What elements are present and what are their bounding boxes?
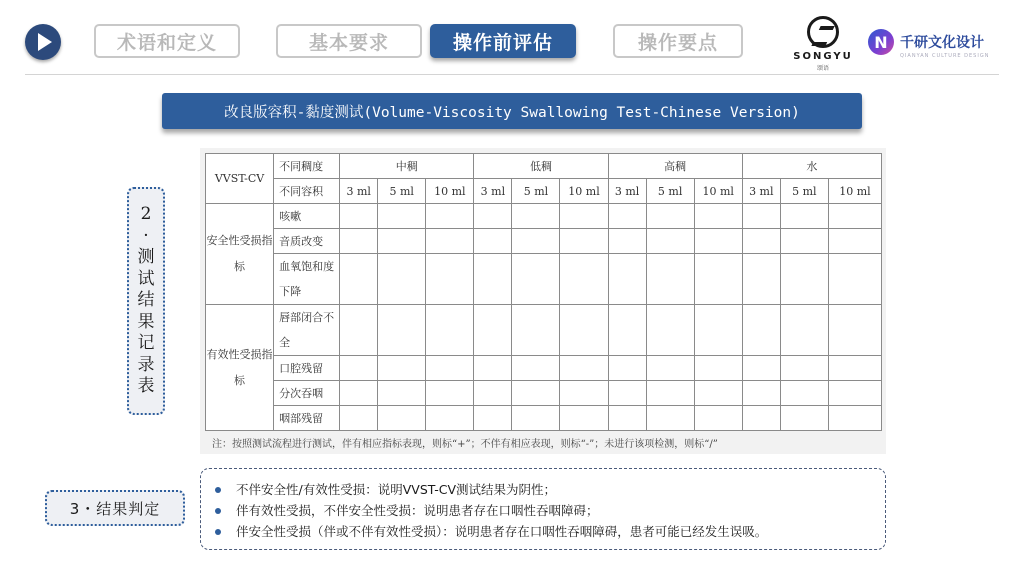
- nav-divider: [25, 74, 999, 75]
- result-cell[interactable]: [646, 254, 694, 305]
- result-cell[interactable]: [426, 356, 474, 381]
- result-cell[interactable]: [646, 356, 694, 381]
- qianyan-logo: [868, 28, 990, 59]
- table-corner: VVST-CV: [206, 154, 274, 204]
- result-cell[interactable]: [742, 356, 780, 381]
- result-cell[interactable]: [828, 229, 881, 254]
- row-header-volume: 不同容积: [274, 179, 340, 204]
- play-button[interactable]: [25, 24, 61, 60]
- section-3-label: 3・结果判定: [45, 490, 185, 526]
- tab-operation-key-points[interactable]: 操作要点: [613, 24, 743, 58]
- volume-header: 3 ml: [742, 179, 780, 204]
- volume-header: 10 ml: [560, 179, 608, 204]
- result-cell[interactable]: [474, 254, 512, 305]
- indicator-pharyngeal-residue: 咽部残留: [274, 406, 340, 431]
- result-cell[interactable]: [780, 381, 828, 406]
- list-item: [215, 521, 885, 542]
- section-2-label-char: 2: [140, 204, 152, 225]
- result-cell[interactable]: [828, 406, 881, 431]
- result-cell[interactable]: [694, 406, 742, 431]
- indicator-voice-change: 音质改变: [274, 229, 340, 254]
- result-cell[interactable]: [378, 305, 426, 356]
- result-cell[interactable]: [474, 229, 512, 254]
- volume-header: 3 ml: [608, 179, 646, 204]
- tab-terms-definitions[interactable]: 术语和定义: [94, 24, 240, 58]
- result-cell[interactable]: [608, 204, 646, 229]
- list-item: [215, 500, 885, 521]
- result-cell[interactable]: [340, 406, 378, 431]
- result-cell[interactable]: [694, 305, 742, 356]
- result-cell[interactable]: [694, 254, 742, 305]
- result-cell[interactable]: [780, 406, 828, 431]
- result-cell[interactable]: [780, 356, 828, 381]
- table-row: [206, 254, 882, 305]
- result-cell[interactable]: [608, 229, 646, 254]
- table-row: [206, 356, 882, 381]
- result-cell[interactable]: [742, 229, 780, 254]
- result-cell[interactable]: [608, 356, 646, 381]
- volume-header: 5 ml: [378, 179, 426, 204]
- result-cell[interactable]: [426, 381, 474, 406]
- bullet-icon: [215, 529, 221, 535]
- table-row-volume: [206, 179, 882, 204]
- result-cell[interactable]: [378, 406, 426, 431]
- result-cell[interactable]: [560, 406, 608, 431]
- indicator-oral-residue: 口腔残留: [274, 356, 340, 381]
- result-cell[interactable]: [694, 204, 742, 229]
- songyu-sub: 颂语: [816, 65, 829, 72]
- qianyan-logo-icon: N: [868, 29, 894, 55]
- judgement-text: 伴安全性受损（伴或不伴有效性受损）：说明患者存在口咽性吞咽障碍，患者可能已经发生误吸。: [236, 524, 768, 539]
- section-2-label-char: 果: [137, 311, 155, 332]
- result-cell[interactable]: [512, 305, 560, 356]
- qianyan-name: 千研文化设计: [900, 35, 984, 51]
- page-title: 改良版容积-黏度测试(Volume-Viscosity Swallowing Test-Chinese Version): [162, 93, 862, 129]
- result-cell[interactable]: [512, 229, 560, 254]
- result-cell[interactable]: [828, 254, 881, 305]
- judgement-list: [215, 479, 885, 542]
- result-cell[interactable]: [780, 305, 828, 356]
- group-label-efficacy: 有效性受损指标: [206, 305, 274, 431]
- result-cell[interactable]: [512, 204, 560, 229]
- table-row: [206, 204, 882, 229]
- result-cell[interactable]: [646, 305, 694, 356]
- indicator-oxygen-drop: 血氧饱和度下降: [274, 254, 340, 305]
- result-cell[interactable]: [828, 305, 881, 356]
- volume-header: 3 ml: [340, 179, 378, 204]
- result-cell[interactable]: [780, 229, 828, 254]
- result-cell[interactable]: [646, 229, 694, 254]
- result-cell[interactable]: [694, 229, 742, 254]
- result-cell[interactable]: [560, 229, 608, 254]
- volume-header: 10 ml: [828, 179, 881, 204]
- table-row: [206, 229, 882, 254]
- section-2-label-char: 测: [137, 247, 155, 268]
- tab-basic-requirements[interactable]: 基本要求: [276, 24, 422, 58]
- table-row: [206, 381, 882, 406]
- result-cell[interactable]: [426, 229, 474, 254]
- result-cell[interactable]: [828, 204, 881, 229]
- result-cell[interactable]: [474, 406, 512, 431]
- result-cell[interactable]: [828, 356, 881, 381]
- result-cell[interactable]: [474, 204, 512, 229]
- result-cell[interactable]: [512, 254, 560, 305]
- result-cell[interactable]: [646, 406, 694, 431]
- result-cell[interactable]: [694, 381, 742, 406]
- result-cell[interactable]: [340, 229, 378, 254]
- result-cell[interactable]: [378, 254, 426, 305]
- result-cell[interactable]: [742, 305, 780, 356]
- result-cell[interactable]: [560, 381, 608, 406]
- tab-pre-operation-assessment[interactable]: 操作前评估: [430, 24, 576, 58]
- volume-header: 5 ml: [646, 179, 694, 204]
- result-cell[interactable]: [646, 381, 694, 406]
- consistency-header: 水: [742, 154, 881, 179]
- indicator-lip-closure: 唇部闭合不全: [274, 305, 340, 356]
- result-cell[interactable]: [474, 356, 512, 381]
- result-cell[interactable]: [742, 406, 780, 431]
- result-cell[interactable]: [646, 204, 694, 229]
- result-cell[interactable]: [512, 381, 560, 406]
- result-cell[interactable]: [340, 305, 378, 356]
- result-cell[interactable]: [742, 204, 780, 229]
- indicator-piecemeal-swallow: 分次吞咽: [274, 381, 340, 406]
- result-cell[interactable]: [608, 381, 646, 406]
- bullet-icon: [215, 508, 221, 514]
- result-cell[interactable]: [340, 204, 378, 229]
- table-row: [206, 406, 882, 431]
- result-cell[interactable]: [378, 204, 426, 229]
- table-row-consistency: [206, 154, 882, 179]
- result-cell[interactable]: [340, 381, 378, 406]
- songyu-logo-icon: [807, 16, 839, 48]
- result-cell[interactable]: [608, 305, 646, 356]
- consistency-header: 中稠: [340, 154, 474, 179]
- result-cell[interactable]: [512, 356, 560, 381]
- judgement-text: 伴有效性受损，不伴安全性受损：说明患者存在口咽性吞咽障碍；: [236, 503, 599, 518]
- result-cell[interactable]: [560, 204, 608, 229]
- consistency-header: 低稠: [474, 154, 608, 179]
- result-cell[interactable]: [426, 305, 474, 356]
- section-2-label-char: 录: [137, 354, 155, 375]
- section-2-label-char: ·: [143, 225, 149, 246]
- section-2-label-char: 试: [137, 268, 155, 289]
- table-note: 注：按照测试流程进行测试，伴有相应指标表现，则标“+”；不伴有相应表现，则标“-”；未进行该项检测，则标“/”: [212, 439, 718, 450]
- vvst-result-table: [205, 153, 882, 431]
- result-cell[interactable]: [560, 356, 608, 381]
- volume-header: 5 ml: [780, 179, 828, 204]
- result-cell[interactable]: [742, 381, 780, 406]
- vvst-table-panel: [200, 148, 886, 454]
- section-2-label-char: 表: [137, 376, 155, 397]
- group-label-safety: 安全性受损指标: [206, 204, 274, 305]
- play-icon: [38, 33, 52, 51]
- result-cell[interactable]: [426, 254, 474, 305]
- result-cell[interactable]: [474, 305, 512, 356]
- result-cell[interactable]: [474, 381, 512, 406]
- songyu-logo: [792, 14, 854, 70]
- section-2-label: [127, 187, 165, 415]
- result-cell[interactable]: [340, 254, 378, 305]
- result-cell[interactable]: [426, 406, 474, 431]
- result-cell[interactable]: [828, 381, 881, 406]
- volume-header: 10 ml: [426, 179, 474, 204]
- result-cell[interactable]: [512, 406, 560, 431]
- result-cell[interactable]: [608, 254, 646, 305]
- consistency-header: 高稠: [608, 154, 742, 179]
- result-cell[interactable]: [378, 229, 426, 254]
- result-cell[interactable]: [378, 381, 426, 406]
- result-cell[interactable]: [426, 204, 474, 229]
- result-cell[interactable]: [780, 254, 828, 305]
- volume-header: 5 ml: [512, 179, 560, 204]
- section-2-label-char: 结: [137, 290, 155, 311]
- result-cell[interactable]: [608, 406, 646, 431]
- result-cell[interactable]: [560, 254, 608, 305]
- indicator-cough: 咳嗽: [274, 204, 340, 229]
- volume-header: 10 ml: [694, 179, 742, 204]
- result-cell[interactable]: [560, 305, 608, 356]
- bullet-icon: [215, 487, 221, 493]
- result-cell[interactable]: [780, 204, 828, 229]
- songyu-brand: SONGYU: [793, 51, 853, 62]
- table-row: [206, 305, 882, 356]
- result-cell[interactable]: [378, 356, 426, 381]
- result-cell[interactable]: [694, 356, 742, 381]
- section-2-label-char: 记: [137, 333, 155, 354]
- list-item: [215, 479, 885, 500]
- judgement-box: [200, 468, 886, 550]
- row-header-consistency: 不同稠度: [274, 154, 340, 179]
- qianyan-en: QIANYAN CULTURE DESIGN: [900, 53, 990, 59]
- result-cell[interactable]: [742, 254, 780, 305]
- result-cell[interactable]: [340, 356, 378, 381]
- volume-header: 3 ml: [474, 179, 512, 204]
- judgement-text: 不伴安全性/有效性受损：说明VVST-CV测试结果为阴性；: [236, 482, 557, 497]
